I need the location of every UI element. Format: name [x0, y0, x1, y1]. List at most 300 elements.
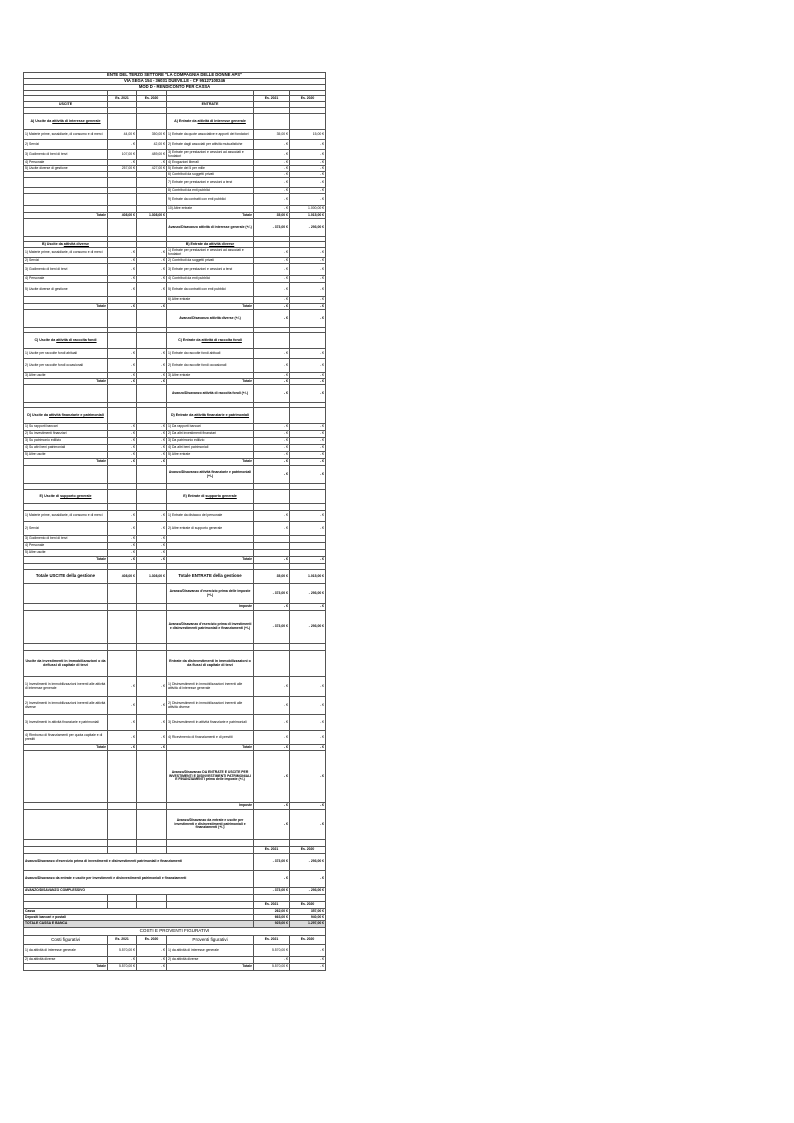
uscite-2020	[137, 466, 167, 484]
entrate-2021: - €	[254, 445, 290, 452]
entrate-2020: Es. 2020	[290, 902, 326, 909]
uscite-label: Totale	[24, 379, 108, 385]
entrate-2021: 5.570,00 €	[254, 945, 290, 957]
entrate-2021	[254, 408, 290, 424]
summary-2021: - €	[254, 871, 290, 888]
uscite-2020	[137, 902, 167, 909]
entrate-label: Totale	[167, 745, 254, 751]
entrate-2021: - €	[254, 188, 290, 194]
uscite-label: 1) da attività di interesse generale	[24, 945, 108, 957]
uscite-2020	[137, 194, 167, 206]
entrate-2020	[290, 840, 326, 847]
table-row	[24, 810, 326, 840]
uscite-label: D) Uscite da attività finanziarie e patrimoniali	[24, 408, 108, 424]
uscite-2021: - €	[108, 557, 137, 564]
table-row	[24, 264, 326, 276]
entrate-2021: - 373,00 €	[254, 611, 290, 644]
uscite-2020: - €	[137, 258, 167, 264]
uscite-label: 3) Altre uscite	[24, 373, 108, 379]
uscite-2020	[137, 297, 167, 304]
uscite-2021	[108, 611, 137, 644]
uscite-2021	[108, 803, 137, 810]
uscite-label: E) Uscite di supporto generale	[24, 490, 108, 504]
summary-2021: - 373,00 €	[254, 888, 290, 895]
uscite-2020: - €	[137, 731, 167, 745]
entrate-label: Avanzo/Disavanzo d'esercizio prima di investimenti e disinvestimenti patrimoniali e finanziamenti (+/-)	[167, 611, 254, 644]
entrate-label: Avanzo/Disavanzo attività di interesse generale (+/-)	[167, 219, 254, 237]
entrate-2020: - €	[290, 304, 326, 310]
entrate-2021: - €	[254, 452, 290, 459]
entrate-2021: - €	[254, 194, 290, 206]
entrate-label: 3) Da patrimonio edilizio	[167, 438, 254, 445]
table-row	[24, 871, 326, 888]
uscite-label: Totale	[24, 964, 108, 971]
entrate-2020: - 293,00 €	[290, 611, 326, 644]
uscite-2020: - €	[137, 522, 167, 536]
uscite-2020: - €	[137, 964, 167, 971]
uscite-label	[24, 895, 108, 902]
uscite-label: 4) Personale	[24, 276, 108, 283]
uscite-label: 5) Altre uscite	[24, 452, 108, 459]
entrate-2021: - 373,00 €	[254, 584, 290, 604]
entrate-2021: - €	[254, 349, 290, 359]
table-row	[24, 697, 326, 715]
entrate-2020: - €	[290, 810, 326, 840]
uscite-2021: - €	[108, 731, 137, 745]
entrate-2020	[290, 644, 326, 651]
uscite-label: 2) da attività diverse	[24, 957, 108, 964]
uscite-2020	[137, 604, 167, 611]
entrate-2021: - 373,00 €	[254, 219, 290, 237]
entrate-2020: Es. 2020	[290, 847, 326, 854]
entrate-label: Totale	[167, 557, 254, 564]
uscite-2020: - €	[137, 550, 167, 557]
uscite-label: Costi figurativi	[24, 936, 108, 945]
entrate-2020	[290, 550, 326, 557]
uscite-label: 5) Uscite diverse di gestione	[24, 166, 108, 172]
uscite-2021	[108, 651, 137, 677]
uscite-2021: - €	[108, 160, 137, 166]
uscite-label: 1) Materie prime, sussidiarie, di consumo e di merci	[24, 248, 108, 258]
uscite-2020	[137, 310, 167, 328]
table-row	[24, 715, 326, 731]
uscite-2020	[137, 206, 167, 213]
entrate-2020: - €	[290, 459, 326, 466]
summary-2021: - 373,00 €	[254, 854, 290, 871]
entrate-2021: - €	[254, 310, 290, 328]
entrate-2021: - €	[254, 373, 290, 379]
summary-label: AVANZO/DISAVANZO COMPLESSIVO	[24, 888, 254, 895]
uscite-2020	[137, 810, 167, 840]
table-row	[24, 888, 326, 895]
uscite-label: 4) Su altri beni patrimoniali	[24, 445, 108, 452]
table-row	[24, 557, 326, 564]
table-row	[24, 847, 326, 854]
entrate-label: Totale	[167, 304, 254, 310]
uscite-label: B) Uscite da attività diverse	[24, 242, 108, 248]
uscite-2021: - €	[108, 431, 137, 438]
table-row	[24, 928, 326, 936]
entrate-label: B) Entrate da attività diverse	[167, 242, 254, 248]
entrate-2020	[290, 114, 326, 130]
entrate-2020: - €	[290, 283, 326, 297]
uscite-2021: - €	[108, 359, 137, 373]
table-row	[24, 150, 326, 160]
entrate-2021: - €	[254, 297, 290, 304]
table-row	[24, 114, 326, 130]
uscite-2020: 1.308,00 €	[137, 570, 167, 584]
entrate-2021: - €	[254, 166, 290, 172]
entrate-label: 3) Disinvestimenti in attività finanziarie e patrimoniali	[167, 715, 254, 731]
uscite-2021	[108, 902, 137, 909]
uscite-label: Totale	[24, 213, 108, 219]
entrate-2021: - €	[254, 258, 290, 264]
entrate-2021: - €	[254, 522, 290, 536]
uscite-2021	[108, 333, 137, 349]
entrate-2021: - €	[254, 140, 290, 150]
entrate-2020: - €	[290, 424, 326, 431]
entrate-2020: - €	[290, 604, 326, 611]
uscite-2020: - €	[137, 304, 167, 310]
table-row	[24, 604, 326, 611]
entrate-2021	[254, 333, 290, 349]
uscite-2020: - €	[137, 438, 167, 445]
table-row	[24, 359, 326, 373]
uscite-label: 2) Servizi	[24, 258, 108, 264]
uscite-label: 2) Investimenti in immobilizzazioni inerenti alle attività diverse	[24, 697, 108, 715]
uscite-2021: - €	[108, 536, 137, 543]
entrate-2020	[290, 543, 326, 550]
entrate-label	[167, 536, 254, 543]
entrate-2021: - €	[254, 466, 290, 484]
entrate-label: 4) Ricevimento di finanziamenti e di prestiti	[167, 731, 254, 745]
uscite-2020	[137, 178, 167, 188]
uscite-2020: - €	[137, 276, 167, 283]
entrate-label	[167, 543, 254, 550]
entrate-label: 2) Disinvestimenti in immobilizzazioni inerenti alle attività diverse	[167, 697, 254, 715]
uscite-2021: - €	[108, 283, 137, 297]
uscite-label: 3) Su patrimonio edilizio	[24, 438, 108, 445]
uscite-2021	[108, 408, 137, 424]
table-row	[24, 902, 326, 909]
entrate-2021: - €	[254, 957, 290, 964]
uscite-2021: 257,00 €	[108, 166, 137, 172]
uscite-2020: - €	[137, 697, 167, 715]
uscite-2021	[108, 644, 137, 651]
uscite-label: 4) Personale	[24, 160, 108, 166]
uscite-2020	[137, 651, 167, 677]
uscite-label: 2) Uscite per raccolte fondi occasionali	[24, 359, 108, 373]
entrate-2020: - €	[290, 385, 326, 403]
entrate-2020: - €	[290, 194, 326, 206]
entrate-2020: 15,00 €	[290, 130, 326, 140]
entrate-2021	[254, 536, 290, 543]
uscite-2020	[137, 751, 167, 803]
uscite-2021: - €	[108, 452, 137, 459]
entrate-2021: - €	[254, 557, 290, 564]
entrate-label	[167, 847, 254, 854]
table-row	[24, 276, 326, 283]
uscite-label: 3) Investimenti in attività finanziarie e patrimoniali	[24, 715, 108, 731]
uscite-2020: - €	[137, 373, 167, 379]
entrate-2021: - €	[254, 150, 290, 160]
entrate-label: 6) Contributi da soggetti privati	[167, 172, 254, 178]
entrate-2020: - €	[290, 697, 326, 715]
uscite-label	[24, 178, 108, 188]
uscite-2020: - €	[137, 359, 167, 373]
uscite-label: Totale	[24, 745, 108, 751]
entrate-label: 3) Altre entrate	[167, 373, 254, 379]
uscite-label	[24, 584, 108, 604]
uscite-2020: - €	[137, 445, 167, 452]
uscite-2020: - €	[137, 283, 167, 297]
entrate-2020: - €	[290, 445, 326, 452]
table-row	[24, 452, 326, 459]
entrate-label: Totale	[167, 213, 254, 219]
entrate-2020: - €	[290, 803, 326, 810]
entrate-2021: - €	[254, 283, 290, 297]
entrate-2020: - €	[290, 431, 326, 438]
entrate-2021: 35,00 €	[254, 570, 290, 584]
uscite-2020: - €	[137, 945, 167, 957]
entrate-2021	[254, 504, 290, 511]
uscite-2020: - €	[137, 677, 167, 697]
summary-2020: 940,00 €	[290, 915, 326, 921]
uscite-label: Uscite da investimenti in immobilizzazioni o da deflussi di capitale di terzi	[24, 651, 108, 677]
entrate-2020: - €	[290, 258, 326, 264]
uscite-label: A) Uscite da attività di interesse generale	[24, 114, 108, 130]
table-row	[24, 206, 326, 213]
entrate-2021: - €	[254, 459, 290, 466]
uscite-2021	[108, 219, 137, 237]
uscite-2021: - €	[108, 258, 137, 264]
uscite-label	[24, 466, 108, 484]
uscite-label	[24, 611, 108, 644]
uscite-label	[24, 840, 108, 847]
entrate-label: Avanzo/Disavanzo DA ENTRATE E USCITE PER INVESTIMENTI E DISINVESTIMENTI PATRIMONIALI E FINANZIAMENTI prima delle imposte (+/-)	[167, 751, 254, 803]
entrate-label: Totale	[167, 379, 254, 385]
entrate-label: 5) Altre entrate	[167, 452, 254, 459]
uscite-2021	[108, 504, 137, 511]
uscite-2021: 44,00 €	[108, 130, 137, 140]
entrate-2021	[254, 550, 290, 557]
entrate-2020: - €	[290, 745, 326, 751]
uscite-2021	[108, 840, 137, 847]
uscite-2020: - €	[137, 536, 167, 543]
uscite-2021: - €	[108, 745, 137, 751]
entrate-label: 6) Altre entrate	[167, 297, 254, 304]
uscite-2021: - €	[108, 550, 137, 557]
entrate-2021: 5.570,00 €	[254, 964, 290, 971]
entrate-2020: - €	[290, 248, 326, 258]
summary-2021: 262,00 €	[254, 909, 290, 915]
uscite-2021	[108, 114, 137, 130]
entrate-2021: - €	[254, 178, 290, 188]
entrate-2020: 1.015,00 €	[290, 570, 326, 584]
table-row	[24, 459, 326, 466]
entrate-label: A) Entrate da attività di interesse generale	[167, 114, 254, 130]
table-row	[24, 584, 326, 604]
uscite-label: 1) Materie prime, sussidiarie, di consumo e di merci	[24, 511, 108, 522]
entrate-2021: - €	[254, 248, 290, 258]
entrate-2021: - €	[254, 745, 290, 751]
uscite-2020: - €	[137, 431, 167, 438]
entrate-label: 1) Entrate da raccolte fondi abituali	[167, 349, 254, 359]
uscite-2021	[108, 810, 137, 840]
entrate-label: 1) Disinvestimenti in immobilizzazioni inerenti alle attività di interesse generale	[167, 677, 254, 697]
uscite-2020: - €	[137, 957, 167, 964]
table-row	[24, 840, 326, 847]
summary-label: Avanzo/Disavanzo d'esercizio prima di investimenti e disinvestimenti patrimoniali e finanziamenti	[24, 854, 254, 871]
entrate-2020: - €	[290, 751, 326, 803]
table-row	[24, 385, 326, 403]
entrate-2020: - €	[290, 359, 326, 373]
entrate-label: Proventi figurativi	[167, 936, 254, 945]
table-row	[24, 895, 326, 902]
entrate-2021	[254, 543, 290, 550]
summary-2020: - €	[290, 871, 326, 888]
uscite-label	[24, 604, 108, 611]
uscite-label: Totale	[24, 459, 108, 466]
table-row	[24, 964, 326, 971]
entrate-2020: - €	[290, 188, 326, 194]
entrate-2020: 1.015,00 €	[290, 213, 326, 219]
table-row	[24, 490, 326, 504]
entrate-label	[167, 504, 254, 511]
entrate-label: 3) Entrate per prestazioni e cessioni ad associati e fondatori	[167, 150, 254, 160]
uscite-2020: - €	[137, 715, 167, 731]
table-row	[24, 945, 326, 957]
entrate-label: Imposte	[167, 604, 254, 611]
uscite-2020	[137, 847, 167, 854]
entrate-2020: - €	[290, 178, 326, 188]
uscite-2021: - €	[108, 248, 137, 258]
uscite-2020: 489,00 €	[137, 150, 167, 160]
uscite-label	[24, 847, 108, 854]
entrate-label	[167, 902, 254, 909]
entrate-2020	[290, 333, 326, 349]
entrate-label: Entrate da disinvestimenti in immobilizzazioni o da flussi di capitale di terzi	[167, 651, 254, 677]
entrate-2020: - €	[290, 264, 326, 276]
entrate-label	[167, 895, 254, 902]
entrate-2020: - €	[290, 310, 326, 328]
summary-2020: 1.297,00 €	[290, 921, 326, 928]
uscite-2020	[137, 584, 167, 604]
uscite-2020: Es. 2020	[137, 936, 167, 945]
summary-label: Depositi bancari e postali	[24, 915, 254, 921]
entrate-2021: - €	[254, 751, 290, 803]
uscite-2020	[137, 840, 167, 847]
entrate-2021: - €	[254, 264, 290, 276]
entrate-label: 10) Altre entrate	[167, 206, 254, 213]
uscite-2021	[108, 751, 137, 803]
entrate-2020	[290, 504, 326, 511]
uscite-2020: - €	[137, 424, 167, 431]
summary-2021: 925,00 €	[254, 921, 290, 928]
uscite-label	[24, 297, 108, 304]
table-row	[24, 751, 326, 803]
table-row	[24, 651, 326, 677]
entrate-2021: - €	[254, 803, 290, 810]
entrate-label: 5) Entrate da contratti con enti pubblici	[167, 283, 254, 297]
entrate-label: 4) Erogazioni liberali	[167, 160, 254, 166]
entrate-2020: - €	[290, 150, 326, 160]
entrate-label: 1) Da rapporti bancari	[167, 424, 254, 431]
uscite-2021	[108, 490, 137, 504]
summary-label: TOTALE CASSA E BANCA	[24, 921, 254, 928]
entrate-2020	[290, 408, 326, 424]
summary-2020: - 293,00 €	[290, 854, 326, 871]
table-row	[24, 297, 326, 304]
summary-2020: - 293,00 €	[290, 888, 326, 895]
entrate-label: 2) Contributi da soggetti privati	[167, 258, 254, 264]
uscite-2020	[137, 504, 167, 511]
entrate-2020: - €	[290, 172, 326, 178]
table-row	[24, 921, 326, 928]
table-row	[24, 936, 326, 945]
entrate-2021	[254, 895, 290, 902]
entrate-2021: - €	[254, 160, 290, 166]
entrate-2021: - €	[254, 276, 290, 283]
entrate-2020	[290, 490, 326, 504]
table-row	[24, 731, 326, 745]
entrate-2020: - €	[290, 160, 326, 166]
uscite-2021: - €	[108, 140, 137, 150]
uscite-2020	[137, 644, 167, 651]
table-row	[24, 349, 326, 359]
entrate-label: Totale	[167, 964, 254, 971]
uscite-label: C) Uscite da attività di raccolta fondi	[24, 333, 108, 349]
uscite-2020: - €	[137, 349, 167, 359]
uscite-2020	[137, 114, 167, 130]
entrate-2020: - €	[290, 511, 326, 522]
entrate-label: Imposte	[167, 803, 254, 810]
entrate-2021: Es. 2021	[254, 847, 290, 854]
uscite-header: USCITE	[24, 102, 108, 108]
entrate-2021: - €	[254, 697, 290, 715]
uscite-2020	[137, 219, 167, 237]
entrate-label	[167, 840, 254, 847]
uscite-2021	[108, 847, 137, 854]
uscite-label	[24, 206, 108, 213]
entrate-label: Avanzo/Disavanzo d'esercizio prima delle imposte (+/-)	[167, 584, 254, 604]
entrate-2021: - €	[254, 379, 290, 385]
uscite-2020: 350,00 €	[137, 130, 167, 140]
entrate-label	[167, 550, 254, 557]
uscite-label	[24, 902, 108, 909]
entrate-label: 4) Da altri beni patrimoniali	[167, 445, 254, 452]
entrate-label: 8) Contributi da enti pubblici	[167, 188, 254, 194]
right-year-2021: Es. 2021	[254, 96, 290, 102]
table-row	[24, 408, 326, 424]
uscite-2020	[137, 895, 167, 902]
uscite-2021: 5.570,00 €	[108, 945, 137, 957]
table-row	[24, 194, 326, 206]
table-row	[24, 466, 326, 484]
uscite-2021: - €	[108, 349, 137, 359]
uscite-2021: - €	[108, 445, 137, 452]
table-row	[24, 677, 326, 697]
uscite-2020: 42,00 €	[137, 140, 167, 150]
uscite-2021: - €	[108, 715, 137, 731]
entrate-label: Avanzo/Disavanzo da entrate e uscite per investimenti e disinvestimenti patrimoniali e finanziamenti (+/-)	[167, 810, 254, 840]
uscite-2021: - €	[108, 373, 137, 379]
uscite-label	[24, 310, 108, 328]
entrate-2020: - €	[290, 731, 326, 745]
entrate-2020	[290, 651, 326, 677]
uscite-2021: - €	[108, 677, 137, 697]
entrate-label: 2) Entrate dagli associati per attività mutualistiche	[167, 140, 254, 150]
